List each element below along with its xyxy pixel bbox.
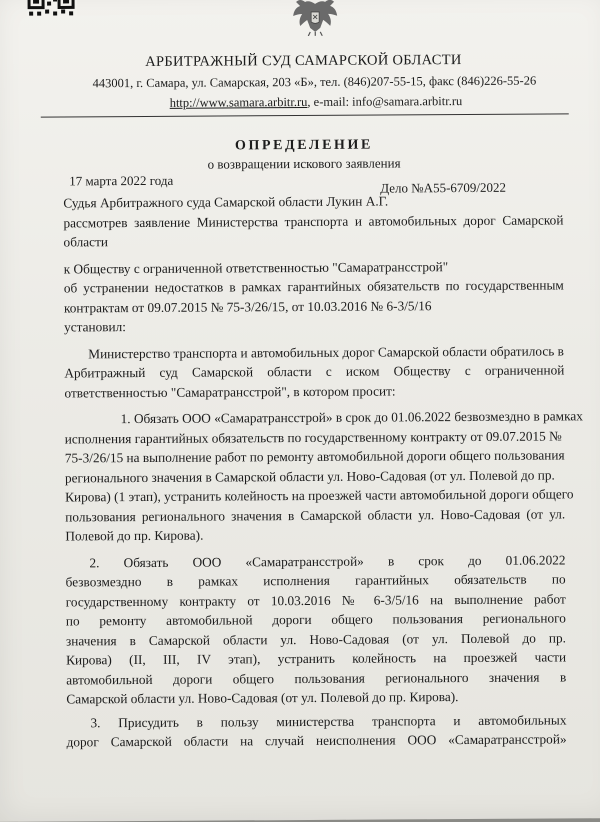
considered-line: рассмотрев заявление Министерства транспорта и автомобильных дорог Самарской <box>63 211 564 230</box>
established-label: установил: <box>64 319 127 335</box>
claim-item-2: 2. Обязать ООО «Самаратрансстрой» в срок до 01.06.2022 безвозмездно в рамках исполнения гарантийных обязательств по государственному контракту от 10.03.2016 № 6-3/5/16 на выполнение работ по ремонту автомобильной дороги общего пользования регионального значения в Самарской области ул. Ново-Садовая (от ул. Полевой до пр. Кирова) (II, III, IV этап), устранить колейность на проезжей части автомобильной дороги общего пользования регионального значения в Самарской области ул. Ново-Садовая (от ул. Полевой до пр. Кирова). <box>65 551 567 707</box>
intro-paragraph-line: Арбитражный суд Самарской области с иском Обществу с ограниченной <box>64 362 565 381</box>
intro-paragraph: Министерство транспорта и автомобильных дорог Самарской области обратилось в <box>88 342 564 361</box>
court-website-link[interactable]: http://www.samara.arbitr.ru <box>169 94 308 110</box>
court-email: , e-mail: info@samara.arbitr.ru <box>307 94 463 109</box>
document-date: 17 марта 2022 года <box>69 172 174 189</box>
claim-item-1: 1. Обязать ООО «Самаратрансстрой» в срок до 01.06.2022 безвозмездно в рамках исполнения гарантийных обязательств по государственному контракту от 09.07.2015 № 75-3/26/15 на выполнение работ по ремонту автомобильной дороги общего пользования регионального значения в Самарской области ул. Ново-Садовая (от ул. Полевой до пр. Кирова) (1 этап), устранить колейность на проезжей части автомобильной дороги общего пользования регионального значения в Самарской области ул. Ново-Садовая (от ул. Полевой до пр. Кирова). <box>64 408 583 544</box>
header-divider <box>41 113 569 117</box>
document-body <box>63 190 583 752</box>
claim-item-3: 3. Присудить в пользу министерства транспорта и автомобильных дорог Самарской области на случай неисполнения ООО «Самаратрансстрой» <box>66 711 567 750</box>
court-address: 443001, г. Самара, ул. Самарская, 203 «Б», тел. (846)207-55-15, факс (846)226-55-26 <box>92 73 537 91</box>
subject-line-cont: контрактам от 09.07.2015 № 75-3/26/15, от 10.03.2016 № 6-3/5/16 <box>63 297 432 315</box>
court-contacts <box>170 94 463 111</box>
considered-line-cont: области <box>63 234 109 250</box>
case-number: Дело №А55-6709/2022 <box>380 179 507 196</box>
document-subtitle: о возвращении искового заявления <box>207 155 401 172</box>
subject-line: об устранении недостатков в рамках гарантийных обязательств по государственным <box>63 277 564 296</box>
qr-code-icon <box>27 0 77 18</box>
court-name: АРБИТРАЖНЫЙ СУД САМАРСКОЙ ОБЛАСТИ <box>145 52 462 70</box>
defendant-line: к Обществу с ограниченной ответственностью "Самаратрансстрой" <box>63 258 449 276</box>
intro-paragraph-line: ответственностью "Самаратрансстрой", в котором просит: <box>64 382 396 400</box>
judge-line: Судья Арбитражного суда Самарской области Лукин А.Г. <box>63 193 389 211</box>
double-headed-eagle-emblem-icon <box>292 0 338 36</box>
document-title: ОПРЕДЕЛЕНИЕ <box>234 137 373 154</box>
